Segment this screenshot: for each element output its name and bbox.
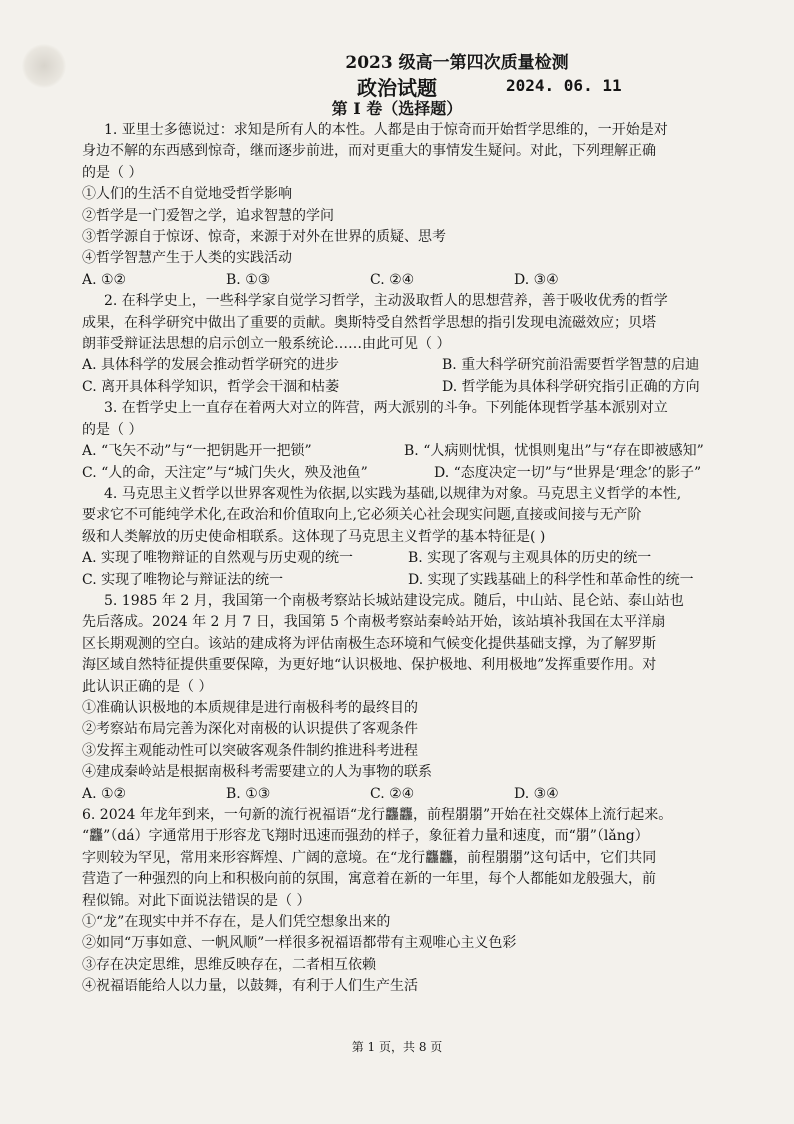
q6-stem-line: 营造了一种强烈的向上和积极向前的氛围，寓意着在新的一年里，每个人都能如龙般强大，前 (82, 871, 656, 888)
q6-stem-line: 字则较为罕见，常用来形容辉煌、广阔的意境。在“龙行龘龘，前程朤朤”这句话中，它们共同 (82, 849, 657, 866)
q6-stem-line: “龘”（dá）字通常用于形容龙飞翔时迅速而强劲的样子，象征着力量和速度，而“朤”（lǎng） (82, 828, 649, 845)
question-list (82, 120, 779, 998)
q3-stem-line: 的是（ ） (82, 421, 143, 438)
q5-item: ③发挥主观能动性可以突破客观条件制约推进科考进程 (82, 742, 418, 759)
question-6 (82, 805, 779, 998)
q2-options-row (82, 377, 779, 398)
option-d[interactable]: D. 实现了实践基础上的科学性和革命性的统一 (408, 571, 694, 588)
q6-stem-line: 程似锦。对此下面说法错误的是（ ） (82, 892, 311, 909)
option-c[interactable]: C. 离开具体科学知识，哲学会干涸和枯萎 (82, 378, 340, 395)
q4-stem-line: 4. 马克思主义哲学以世界客观性为依据,以实践为基础,以规律为对象。马克思主义哲学的本性, (104, 485, 682, 502)
option-a[interactable]: A. “飞矢不动”与“一把钥匙开一把锁” (82, 443, 312, 460)
q6-stem-line: 6. 2024 年龙年到来，一句新的流行祝福语“龙行龘龘，前程朤朤”开始在社交媒体上流行起来。 (82, 807, 673, 823)
q5-stem-line: 5. 1985 年 2 月，我国第一个南极考察站长城站建设完成。随后，中山站、昆仑站、泰山站也 (104, 592, 684, 609)
option-a[interactable]: A. 具体科学的发展会推动哲学研究的进步 (82, 357, 340, 374)
q2-stem-line: 朗菲受辩证法思想的启示创立一般系统论……由此可见（ ） (82, 336, 451, 353)
q4-stem-line: 要求它不可能纯学术化,在政治和价值取向上,它必须关心社会现实问题,直接或间接与无产阶 (82, 507, 642, 524)
q1-options (82, 270, 779, 291)
option-c[interactable]: C. 实现了唯物论与辩证法的统一 (82, 571, 284, 588)
question-2 (82, 291, 779, 398)
q3-options-row (82, 441, 779, 462)
q1-stem-line: 身边不解的东西感到惊奇，继而逐步前进，而对更重大的事情发生疑问。对此，下列理解正确 (82, 143, 656, 160)
subject-title: 政治试题 (357, 76, 437, 100)
option-d[interactable]: D. 哲学能为具体科学研究指引正确的方向 (442, 378, 700, 395)
q1-stem-line: 1. 亚里士多德说过：求知是所有人的本性。人都是由于惊奇而开始哲学思维的，一开始是对 (104, 122, 668, 138)
q5-stem-line: 区长期观测的空白。该站的建成将为评估南极生态环境和气候变化提供基础支撑，为了解罗斯 (82, 635, 656, 652)
option-a[interactable]: A. ①② (82, 271, 127, 288)
q5-stem-line: 先后落成。2024 年 2 月 7 日，我国第 5 个南极考察站秦岭站开始，该站填补我国在太平洋扇 (82, 614, 666, 631)
q6-item: ③存在决定思维，思维反映存在，二者相互依赖 (82, 956, 376, 973)
option-b[interactable]: B. 重大科学研究前沿需要哲学智慧的启迪 (442, 357, 700, 374)
option-a[interactable]: A. ①② (82, 785, 127, 802)
q2-options-row (82, 355, 779, 376)
option-a[interactable]: A. 实现了唯物辩证的自然观与历史观的统一 (82, 550, 354, 567)
question-3 (82, 398, 779, 484)
q1-item: ②哲学是一门爱智之学，追求智慧的学问 (82, 207, 334, 224)
option-c[interactable]: C. ②④ (370, 271, 415, 288)
exam-title: 2023 级高一第四次质量检测 (345, 53, 569, 73)
q4-options-row (82, 548, 779, 569)
q5-stem-line: 海区域自然特征提供重要保障，为更好地“认识极地、保护极地、利用极地”发挥重要作用。对 (82, 657, 657, 674)
question-5 (82, 591, 779, 805)
option-b[interactable]: B. 实现了客观与主观具体的历史的统一 (408, 550, 652, 567)
q5-item: ①准确认识极地的本质规律是进行南极科考的最终目的 (82, 699, 418, 716)
q1-item: ①人们的生活不自觉地受哲学影响 (82, 186, 292, 203)
q1-item: ④哲学智慧产生于人类的实践活动 (82, 250, 292, 267)
page-number: 第 1 页，共 8 页 (351, 1040, 443, 1054)
section-title: 第 I 卷（选择题） (331, 99, 463, 118)
q6-item: ①“龙”在现实中并不存在，是人们凭空想象出来的 (82, 914, 391, 931)
q5-item: ④建成秦岭站是根据南极科考需要建立的人为事物的联系 (82, 764, 432, 781)
q5-stem-line: 此认识正确的是（ ） (82, 678, 213, 695)
q3-options-row (82, 463, 779, 484)
question-4 (82, 484, 779, 591)
option-b[interactable]: B. ①③ (226, 271, 271, 288)
q5-item: ②考察站布局完善为深化对南极的认识提供了客观条件 (82, 721, 418, 738)
option-b[interactable]: B. “人病则忧惧，忧惧则鬼出”与“存在即被感知” (404, 443, 704, 460)
q1-stem-line: 的是（ ） (82, 164, 143, 181)
exam-date: 2024. 06. 11 (506, 76, 622, 95)
q3-stem-line: 3. 在哲学史上一直存在着两大对立的阵营，两大派别的斗争。下列能体现哲学基本派别对立 (104, 400, 668, 417)
q4-stem-line: 级和人类解放的历史使命相联系。这体现了马克思主义哲学的基本特征是( ) (82, 528, 546, 545)
question-1 (82, 120, 779, 291)
q1-item: ③哲学源自于惊讶、惊奇，来源于对外在世界的质疑、思考 (82, 229, 446, 246)
q4-options-row (82, 570, 779, 591)
option-b[interactable]: B. ①③ (226, 785, 271, 802)
q5-options (82, 784, 779, 805)
q2-stem-line: 2. 在科学史上，一些科学家自觉学习哲学，主动汲取哲人的思想营养，善于吸收优秀的哲学 (104, 293, 668, 310)
option-d[interactable]: D. “态度决定一切”与“世界是‘理念’的影子” (434, 464, 702, 481)
option-c[interactable]: C. “人的命，天注定”与“城门失火，殃及池鱼” (82, 464, 368, 481)
q6-item: ④祝福语能给人以力量，以鼓舞，有利于人们生产生活 (82, 978, 418, 995)
q6-item: ②如同“万事如意、一帆风顺”一样很多祝福语都带有主观唯心主义色彩 (82, 935, 517, 952)
option-d[interactable]: D. ③④ (514, 785, 559, 802)
option-d[interactable]: D. ③④ (514, 271, 559, 288)
q2-stem-line: 成果，在科学研究中做出了重要的贡献。奥斯特受自然哲学思想的指引发现电流磁效应；贝塔 (82, 314, 656, 331)
option-c[interactable]: C. ②④ (370, 785, 415, 802)
